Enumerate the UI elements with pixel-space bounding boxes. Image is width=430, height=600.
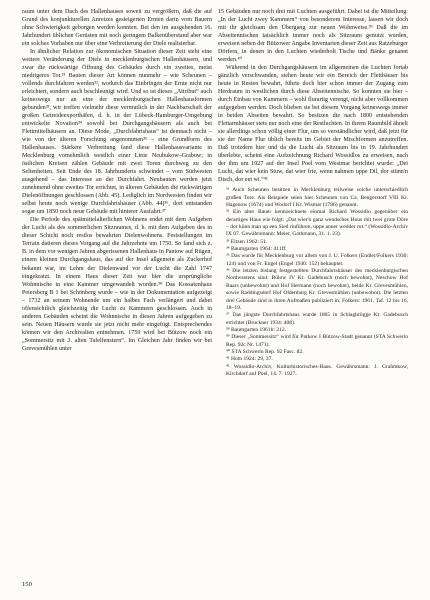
footnote: ⁴¹ Hom 1924: 29, 37. bbox=[226, 356, 273, 363]
footnote: ³⁸ Baumgarten 1961b: 212. bbox=[226, 326, 286, 333]
footnotes bbox=[218, 187, 408, 378]
footnote: ³¹ Auch Scheunen besitzen in Mecklenburg teilweise solche unterschiedlich großen Tore. Als Beispiele seien hier Scheunen von Ca. Bengerstorf VIII Kr. Hagenow (1674) und Wodorf I Kr. Wismar (1786) genannt. bbox=[226, 187, 408, 209]
footnote: ³⁴ Baumgarten 1964: 411ff. bbox=[226, 246, 287, 253]
paragraph: Während in den Durchgangshäusern im allgemeinen die Luchten fortab gänzlich verschwanden, stehen heute wir ein Bereich der Flettbäuser bis heute in Resten bewahrt, führte doch hier schon immer der Zugang zum Herdraum in westlichen durch diese Abseitennische. So konnten sie hier – durch Einbau von Kammern – wohl flurartig verengt, nicht aber vollkommen aufgegeben werden. Doch blieben sie bei diesem Vorgang keineswegs immer in beiden Abseiten bewahrt. So besitzen die nach 1800 entstehenden Flettarmhäuser stets nur noch eine der Restluchten. In ihrem Raumbild ähnelt sie allerdings schon völlig einer Flur, um so verständlicher wird, daß jetzt für sie der Name Flur üblich bereits im Gebiet der Mischformen anzutreffen. Daß trotzdem hier und da die Lucht als Sitzraum bis in 19. Jahrhundert überlebte, scheint eine Aufzeichnung Richard Wossidlos zu erweisen, nach der ihm um 1927 auf der Insel Poel vom Westmar berichtet wurde: „Dei Lucht, dat wier kein Stuw, dat wier frie, wenn nahmen uppe Dil, dor stünn'n Disch, dor eet wi.“⁴¹ bbox=[218, 65, 408, 184]
footnote: ³⁹ Dieser „Sommersitz“ wird für Parkow I Bützow-Stadt genannt (STA Schwerin Rep. 92c Nr. 1471). bbox=[226, 334, 408, 348]
paragraph: In ähnlicher Relation zur ökonomischen Situation dieser Zeit steht eine weitere Veränderung der Diele in mecklenburgischen Hallenhäusern, und zwar die rückwärtige Öffnung des Gebäudes durch ein zweites, meist niedrigeres Tor.³¹ Bauten dieser Art können nunmehr – wie Scheunen – vollends durchfahren werden³², wodurch das Einbringen der Ernte nicht nur erleichtert, sondern auch beschleunigt wird. Und so ist dieses „Attribut“ auch keineswegs nur an eine der mecklenburgischen Hallenhausformen gebunden³³, wir treffen vielmehr diese vermutlich in der Nachbarschaft der großen Getreideexporthäfen, d. h. in der Lübeck-Hamburger-Umgebung entwickelte Novation³⁴ sowohl bei Durchgangshäusern als auch bei Flettmittelhäusern an. Diese Mode, „Durchfahrtshaus“ ist demnach nicht – wie von der älteren Forschung angenommen³⁵ – eine Grundform des Hallenhauses. Stärkere Verbreitung fand diese Hallenhausvariante in Mecklenburg vornehmlich westlich einer Linie Neubukow–Grabow; in östlichen Kreisen zählen Gebäude mit zwei Toren durchweg zu den Seltenheiten. Seit Ende des 18. Jahrhunderts schwindet – vom Südwesten ausgehend – das Interesse an der Durchfahrt. Neubauten werden jetzt zunehmend ohne zweites Tor errichtet, in älteren Gebäuden die rückwärtigen Dielenöffnungen geschlossen (Abb. 45). Lediglich im Nordwesten finden wir selbst heute noch wenige Durchfahrtshäuser (Abb. 44)³⁶, dort entstanden sogar um 1850 noch neue Gebäude mit hinterer Ausfahrt.³⁷ bbox=[22, 49, 212, 216]
paragraph: Die Periode des spätmittelalterlichen Wohnens endet mit dem Aufgeben der Lucht als des sommerlichen Sitzraumes, d. h. mit dem Aufgeben des in dieser Schicht noch restlos bewahrten Dielenwohnens. Feststellungen im Terrain datieren dieses Vorgang auf die Jahrzehnte um 1750. So fand sich z. B. in dem vor wenigen Jahren abgerissenen Hallenhaus in Pantow auf Rügen, einem kleinen Durchgangshaus, das auf der Insel allgemein als Zuckerhof bekannt war, im Lehm der Dielenwand vor der Lucht die Zahl 1747 eingekratzt. In einem Haus dieser Zeit war hier die ursprüngliche Wohnnische in eine Kammer umgewandelt worden.³⁸ Das Kossatenhaus Petersberg B 1 bei Schönberg wurde – wie in der Dokumentation aufgezeigt – 1732 an seinem Wohnende um ein halbes Fach verlängert und dabei offensichtlich gleichzeitig die Lucht zu Kammern geschlossen. Auch in anderen Gebäuden scheint die Wohnnische in diesen Jahren aufgegeben zu sein. Neuen Häusern wurde sie jetzt nicht mehr eingefügt. Entsprechendes können wir den Archivalien entnehmen. 1759 wird bei Bützow noch ein „Sommersitz mit 3. alten Tafelfenstern“. Im Gleichen Jahr finden wir bei Grevesmühlen unter bbox=[22, 217, 212, 352]
page-number: 150 bbox=[22, 581, 32, 588]
paragraph: 15 Gebäuden nur noch drei mit Luchten ausgeführt. Dabei ist die Mitteilung: „In der Lucht zwey Kammern“ von besonderem Interesse, lassen wir doch mit ihr gleichsam den Übergang zur neuen Wohnweise.³⁹ Daß die im Abseitennischen tatsächlich immer noch als Sitzraum genutzt wurden, erweisen neben der Bützower Angabe Inventarien dieser Zeit aus Ratzeburger Dörfern, in denen in den Luchten wiederholt Tische und Bänke genannt werden.⁴⁰ bbox=[218, 9, 408, 64]
footnote: ³⁶ Die letzten bislang festgestellten Durchfahrtshäuser des mecklenburgischen Nordwestens sind: Bülow IV Kr. Gadebusch (noch bewohnt), Neschow Hof Baars (unbewohnt) und Hof Hermann (noch bewohnt), beide Kr. Grevesmühlen, sowie Raddingsdorf Hof Oldenburg Kr. Grevesmühlen (unbewohnt). Die letzten drei Gebäude sind in ihren Aufmaßen publiziert in: Folkers: 1961. Taf. 12 bis 16, 18–19. bbox=[226, 268, 408, 311]
right-column bbox=[218, 8, 408, 378]
footnote: ³⁷ Das jüngste Durchfahrtshaus wurde 1865 in Schlagbrügge Kr. Gadebusch errichtet (Bruckner 1934: 408). bbox=[226, 312, 408, 326]
footnote: ³⁵ Das wurde für Mecklenburg vor allem von J. U. Folkers (Endler/Folkers 1930: 124) und von Fr. Engel (Engel 1940: 152) behauptet. bbox=[226, 253, 408, 267]
footnote: ³² Ein alter Bauer kennzeichnete einmal Richard Wossidlo gegenüber ein derartiges Haus wie folgt: „Dat wier'n ganz wendsches Huus mit twei grote Döre – dor künn man up een Sied rinführen, uppe anner wedder rut.“ (Wossidlo-Archiv IX 07. Gewährsmann: Meier, Gothmann, 31. 1. 23). bbox=[226, 209, 408, 238]
left-column bbox=[22, 8, 212, 353]
footnote: ³³ Eitzen 1962: 51. bbox=[226, 238, 268, 245]
footnote: ⁴⁰ STA Schwerin Rep. 92 Fasc. 82. bbox=[226, 348, 304, 355]
footnote: ⁴¹ Wossidlo-Archiv, Kulturhistorisches-Haus. Gewährsmann: J. Grahmkow, Kirchdorf auf Poel, 14. 7. 1927. bbox=[226, 363, 408, 377]
paragraph: raum unter dem Dach des Hallenhauses soweit zu vergrößern, daß die auf Grund des konjunkturellen Anreizes gesteigerten Ernten darin vom Bauern ohne Schwierigkeit geborgen werden konnten. Bei den im ausgehenden 16. Jahrhundert üblichen Gerüsten mit noch geringem Balkenüberstand aber war ein solches Vorhaben nur über eine Verbreiterung der Diele realisierbar. bbox=[22, 9, 212, 48]
